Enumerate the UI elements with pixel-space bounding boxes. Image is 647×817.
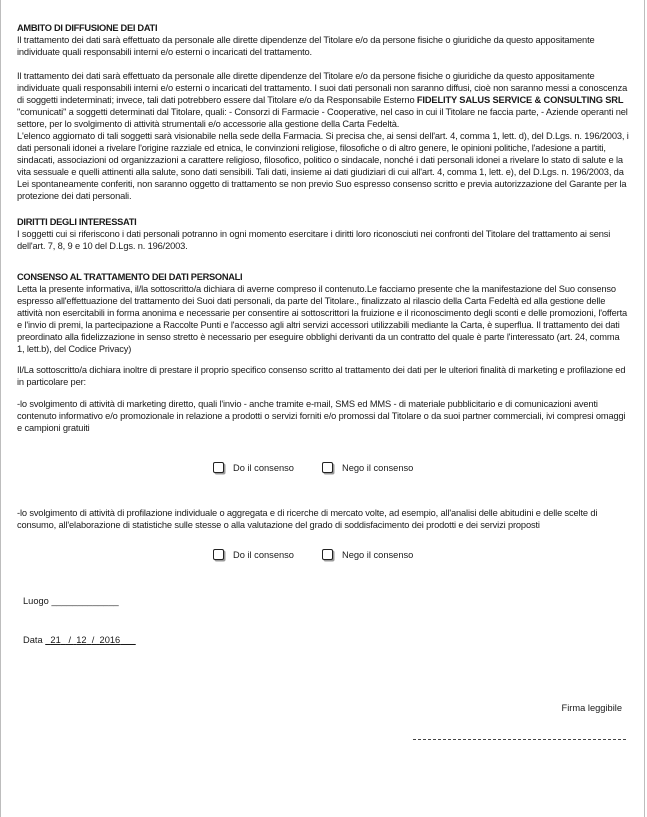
marketing-deny-consent[interactable]: Nego il consenso [322,462,413,473]
marketing-consent-row [213,462,441,473]
section-ambito [17,22,629,58]
marketing-purpose: -lo svolgimento di attività di marketing diretto, quali l'invio - anche tramite e-mail, SMS ed MMS - di materiale pubblicitario e di comunicazioni aventi contenuto informativo e/o promozionale in relazione a prodotti o servizi forniti e/o promossi dal Titolare o da suoi partner commerciali, ivi compresi omaggi e campioni gratuiti [17,399,626,433]
checkbox-icon[interactable] [213,462,224,473]
signature-label: Firma leggibile [561,703,622,713]
section-consenso [17,271,629,355]
company-name: FIDELITY SALUS SERVICE & CONSULTING SRL [416,95,624,105]
day-input[interactable]: 21 [50,635,61,645]
profilazione-purpose: -lo svolgimento di attività di profilazione individuale o aggregata e di ricerche di mercato volte, ad esempio, all'analisi delle abitudini e delle scelte di consumo, all'elaborazione di statistiche sulle stesse o alla valutazione del grado di soddisfacimento dei prodotti e dei servizi proposti [17,508,598,530]
marketing-give-consent[interactable]: Do il consenso [213,462,294,473]
signature-line[interactable] [413,735,626,740]
luogo-input[interactable]: _____________ [51,596,119,606]
month-input[interactable]: 12 [76,635,87,645]
section-title-consenso: CONSENSO AL TRATTAMENTO DEI DATI PERSONALI [17,272,243,282]
data-field: Data 21 / 12 / 2016 [23,635,136,645]
section-title-ambito: AMBITO DI DIFFUSIONE DEI DATI [17,23,158,33]
profilazione-consent-row [213,549,441,560]
diritti-paragraph: I soggetti cui si riferiscono i dati personali potranno in ogni momento esercitare i diritti loro riconosciuti nei confronti del Titolare del trattamento ai sensi dell'art. 7, 8, 9 e 10 del D.Lgs. n. 196/2003. [17,229,611,251]
section-title-diritti: DIRITTI DEGLI INTERESSATI [17,217,137,227]
ambito-paragraph-3: L'elenco aggiornato di tali soggetti sarà visionabile nella sede della Farmacia. Si precisa che, ai sensi dell'art. 4, comma 1, lett. d), del D.Lgs. n. 196/2003, i dati personali idonei a rivelare l'origine razziale ed etnica, le convinzioni religiose, filosofiche o di altro genere, le opinioni politiche, l'adesione a partiti, sindacati, associazioni od organizzazioni a carattere religioso, filosofico, politico o sindacale, nonché i dati personali idonei a rivelare lo stato di salute e la vita sessuale e quelli attinenti alla salute, sono dati sensibili. Tali dati, insieme ai dati giudiziari di cui all'art. 4, comma 1, lett. e), del D.Lgs. n. 196/2003, da Lei spontaneamente conferiti, non saranno oggetto di trattamento se non previo Suo espresso consenso scritto e previa autorizzazione del Garante per la protezione dei dati personali. [17,131,629,201]
profilazione-give-consent[interactable]: Do il consenso [213,549,294,560]
luogo-label: Luogo [23,596,49,606]
luogo-field [23,596,119,606]
ambito-paragraph-2: Il trattamento dei dati sarà effettuato da personale alle dirette dipendenze del Titolare e/o da persone fisiche o giuridiche da questo appositamente individuate quali responsabili interni e/o esterni o incaricati del trattamento. I suoi dati personali non saranno diffusi, cioè non saranno messi a conoscenza di soggetti indeterminati; invece, tali dati potrebbero essere dal Titolare e/o da Responsabile Esterno FIDELITY SALUS SERVICE & CONSULTING SRL "comunicati" a soggetti determinati dal Titolare, quali: - Consorzi di Farmacie - Cooperative, nel caso in cui il Titolare ne faccia parte, - Aziende operanti nel settore, per lo svolgimento di attività strumentali e/o accessorie alla gestione della Carta Fedeltà. [17,71,628,129]
data-label: Data [23,635,43,645]
checkbox-icon[interactable] [322,462,333,473]
profilazione-deny-consent[interactable]: Nego il consenso [322,549,413,560]
ambito-paragraph-1: Il trattamento dei dati sarà effettuato da personale alle dirette dipendenze del Titolare e/o da persone fisiche o giuridiche da questo appositamente individuate quali responsabili interni e/o esterni o incaricati del trattamento. [17,35,595,57]
consenso-paragraph-1: Letta la presente informativa, il/la sottoscritto/a dichiara di averne compreso il contenuto.Le facciamo presente che la manifestazione del Suo consenso espresso all'effettuazione del trattamento dei Suoi dati personali, da parte del Titolare., finalizzato al rilascio della Carta Fedeltà ed alla gestione delle attività non esercitabili in forma anonima e necessarie per consentire ai sottoscrittori la fruizione e il riconoscimento degli sconti e delle promozioni, l'offerta e l'invio di premi, la partecipazione a Raccolte Punti e l'accesso agli altri servizi accessori utilizzabili mediante la Carta, è superflua. Il trattamento dei dati preordinato alla fidelizzazione in senso stretto è necessario per eseguire obblighi derivanti da un contratto del quale è parte l'interessato (art. 24, comma 1, lett.b), del Codice Privacy) [17,284,628,354]
checkbox-icon[interactable] [213,549,224,560]
consenso-paragraph-2: Il/La sottoscritto/a dichiara inoltre di prestare il proprio specifico consenso scritto al trattamento dei dati per le ulteriori finalità di marketing e profilazione ed in particolare per: [17,365,626,387]
checkbox-icon[interactable] [322,549,333,560]
section-diritti [17,216,629,252]
year-input[interactable]: 2016 [99,635,121,645]
